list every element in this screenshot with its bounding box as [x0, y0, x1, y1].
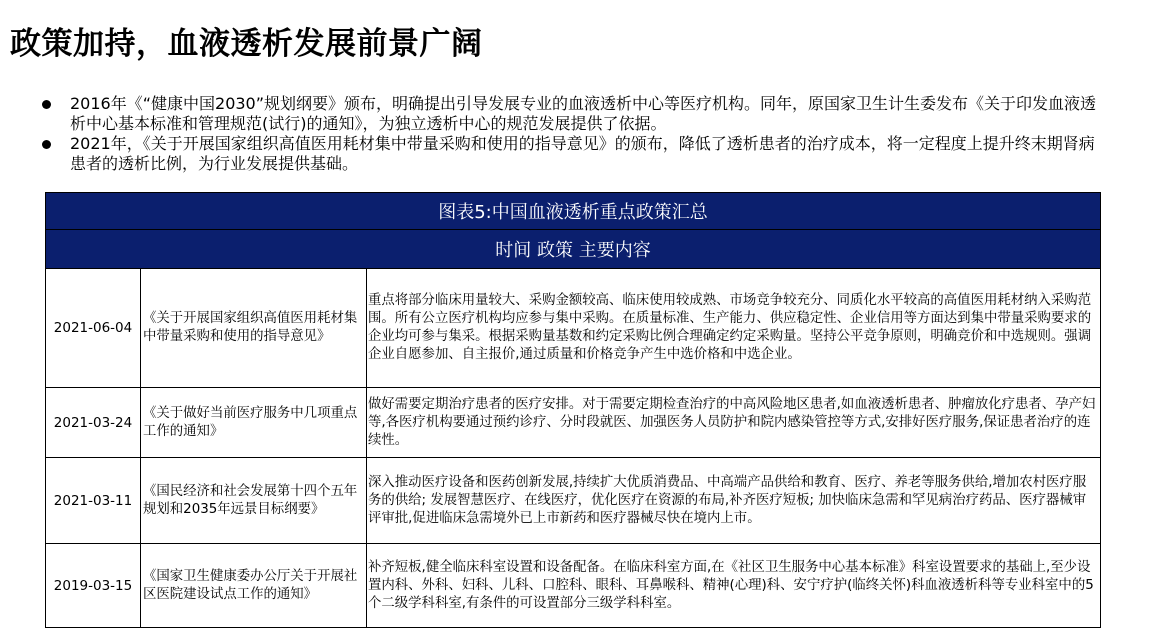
- policy-date: 2021-06-04: [46, 269, 141, 388]
- policy-content: 补齐短板,健全临床科室设置和设备配备。在临床科室方面,在《社区卫生服务中心基本标准》科室设置要求的基础上,至少设置内科、外科、妇科、儿科、口腔科、眼科、耳鼻喉科、精神(心理)科、安宁疗护(临终关怀)科血液透析科等专业科室中的5个二级学科科室,有条件的可设置部分三级学科科室。: [367, 544, 1101, 628]
- table-row: [46, 269, 1101, 388]
- policy-name: 《关于开展国家组织高值医用耗材集中带量采购和使用的指导意见》: [141, 269, 367, 388]
- bullet-item: [40, 94, 1100, 134]
- bullet-list: [40, 94, 1100, 174]
- policy-name: 《国家卫生健康委办公厅关于开展社区医院建设试点工作的通知》: [141, 544, 367, 628]
- table-caption-row: [46, 193, 1101, 230]
- policy-date: 2019-03-15: [46, 544, 141, 628]
- policy-content: 深入推动医疗设备和医药创新发展,持续扩大优质消费品、中高端产品供给和教育、医疗、养老等服务供给,增加农村医疗服务的供给; 发展智慧医疗、在线医疗，优化医疗在资源的布局,补齐医疗短板; 加快临床急需和罕见病治疗药品、医疗器械审评审批,促进临床急需境外已上市新药和医疗器械尽快在境内上市。: [367, 458, 1101, 544]
- bullet-dot-icon: [42, 140, 51, 149]
- table-header: 时间 政策 主要内容: [46, 230, 1101, 269]
- table-row: [46, 544, 1101, 628]
- policy-date: 2021-03-24: [46, 388, 141, 458]
- policy-table: [45, 192, 1101, 628]
- table-row: [46, 388, 1101, 458]
- table-caption: 图表5:中国血液透析重点政策汇总: [46, 193, 1101, 230]
- policy-name: 《国民经济和社会发展第十四个五年规划和2035年远景目标纲要》: [141, 458, 367, 544]
- bullet-item: [40, 134, 1100, 174]
- table-header-row: [46, 230, 1101, 269]
- policy-date: 2021-03-11: [46, 458, 141, 544]
- table-row: [46, 458, 1101, 544]
- policy-content: 做好需要定期治疗患者的医疗安排。对于需要定期检查治疗的中高风险地区患者,如血液透析患者、肿瘤放化疗患者、孕产妇等,各医疗机构要通过预约诊疗、分时段就医、加强医务人员防护和院内感染管控等方式,安排好医疗服务,保证患者治疗的连续性。: [367, 388, 1101, 458]
- page-title: 政策加持，血液透析发展前景广阔: [10, 26, 483, 62]
- bullet-text: 2021年，《关于开展国家组织高值医用耗材集中带量采购和使用的指导意见》的颁布，降低了透析患者的治疗成本，将一定程度上提升终末期肾病患者的透析比例，为行业发展提供基础。: [70, 134, 1095, 173]
- policy-name: 《关于做好当前医疗服务中几项重点工作的通知》: [141, 388, 367, 458]
- bullet-text: 2016年《“健康中国2030”规划纲要》颁布，明确提出引导发展专业的血液透析中心等医疗机构。同年，原国家卫生计生委发布《关于印发血液透析中心基本标准和管理规范(试行)的通知》，为独立透析中心的规范发展提供了依据。: [70, 94, 1097, 133]
- bullet-dot-icon: [42, 100, 51, 109]
- policy-content: 重点将部分临床用量较大、采购金额较高、临床使用较成熟、市场竞争较充分、同质化水平较高的高值医用耗材纳入采购范围。所有公立医疗机构均应参与集中采购。在质量标准、生产能力、供应稳定性、企业信用等方面达到集中带量采购要求的企业均可参与集采。根据采购量基数和约定采购比例合理确定约定采购量。坚持公平竞争原则，明确竞价和中选规则。强调企业自愿参加、自主报价,通过质量和价格竞争产生中选价格和中选企业。: [367, 269, 1101, 388]
